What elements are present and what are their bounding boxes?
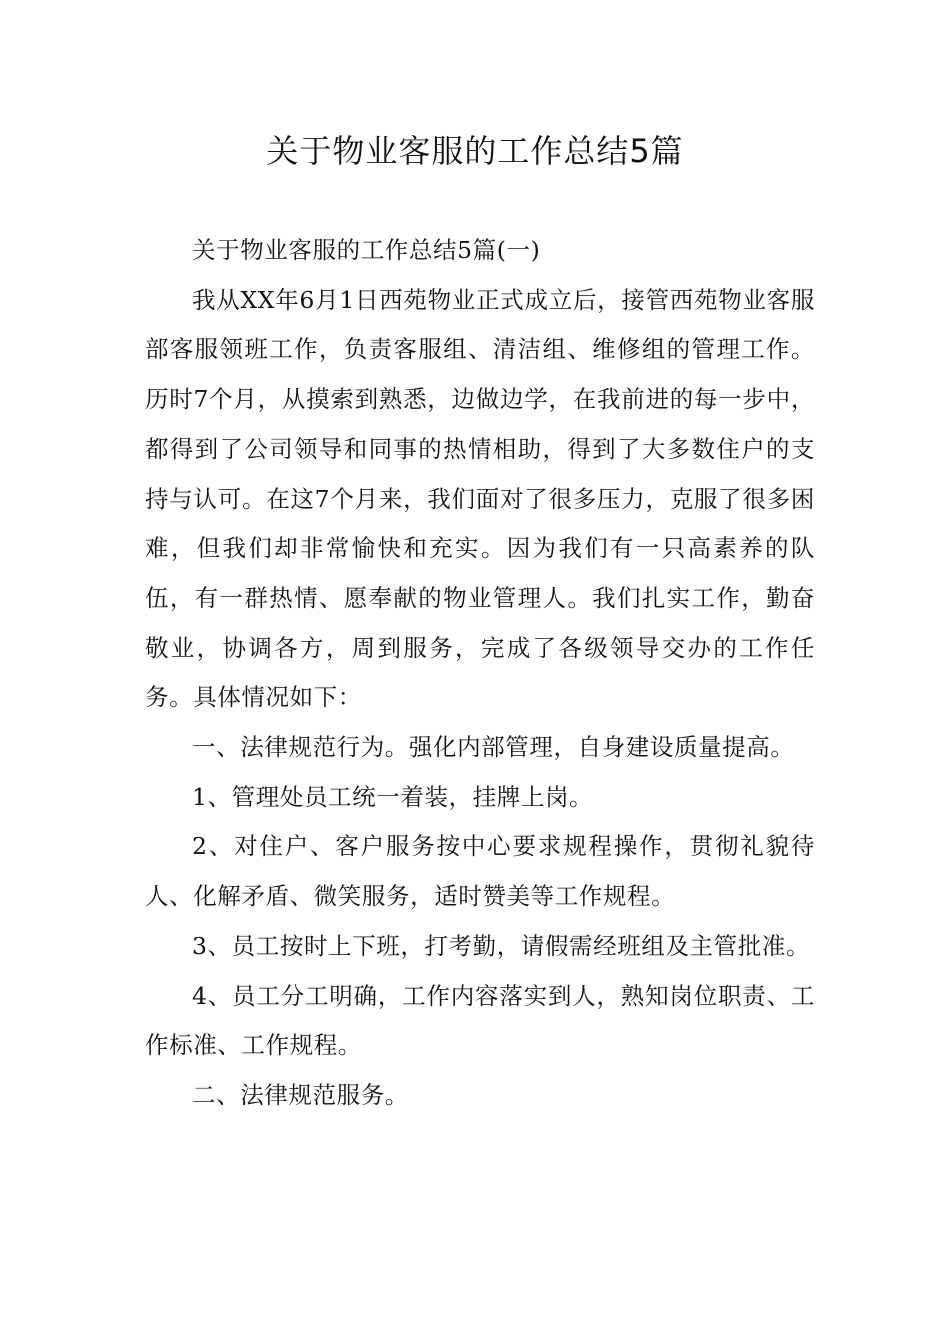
body-paragraph: 我从XX年6月1日西苑物业正式成立后，接管西苑物业客服部客服领班工作，负责客服组、清洁组、维修组的管理工作。历时7个月，从摸索到熟悉，边做边学，在我前进的每一步中，都得到了公司领导和同事的热情相助，得到了大多数住户的支持与认可。在这7个月来，我们面对了很多压力，克服了很多困难，但我们却非常愉快和充实。因为我们有一只高素养的队伍，有一群热情、愿奉献的物业管理人。我们扎实工作，勤奋敬业，协调各方，周到服务，完成了各级领导交办的工作任务。具体情况如下： — [145, 285, 815, 712]
document-body — [145, 226, 815, 1121]
document-title: 关于物业客服的工作总结5篇 — [266, 132, 684, 170]
list-item: 2、对住户、客户服务按中心要求规程操作，贯彻礼貌待人、化解矛盾、微笑服务，适时赞美等工作规程。 — [145, 832, 815, 911]
body-paragraph: 二、法律规范服务。 — [192, 1080, 409, 1109]
body-paragraph: 一、法律规范行为。强化内部管理，自身建设质量提高。 — [192, 733, 795, 762]
list-item: 4、员工分工明确，工作内容落实到人，熟知岗位职责、工作标准、工作规程。 — [145, 981, 815, 1060]
list-item: 3、员工按时上下班，打考勤，请假需经班组及主管批准。 — [192, 931, 811, 960]
section-heading: 关于物业客服的工作总结5篇(一) — [192, 236, 541, 264]
list-item: 1、管理处员工统一着装，挂牌上岗。 — [192, 782, 594, 811]
